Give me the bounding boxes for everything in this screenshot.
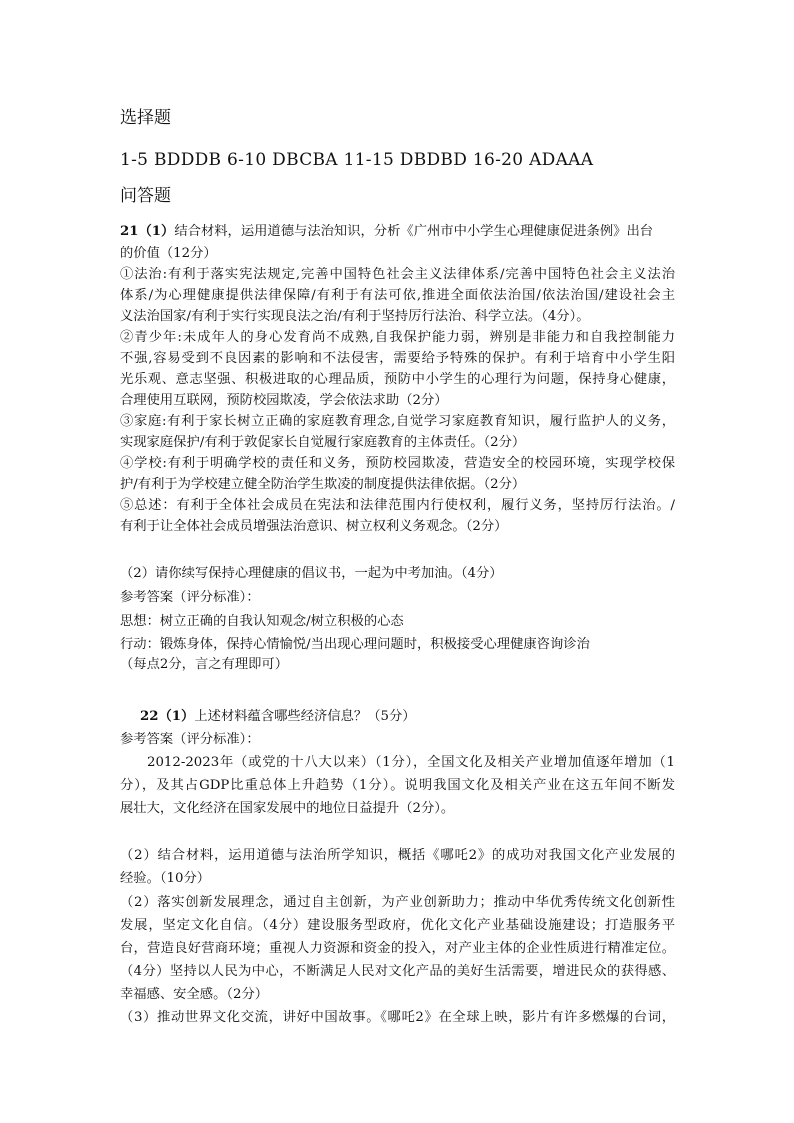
q21-answer-line: ⑤总述：有利于全体社会成员在宪法和法律范围内行使权利，履行义务，坚持厉行法治。/ <box>120 498 675 513</box>
q21-answer-line: 合理使用互联网，预防校园欺凌，学会依法求助（2分） <box>120 393 448 408</box>
q22-part1-question <box>140 706 416 728</box>
q22-part3-answer-line: （3）推动世界文化交流，讲好中国故事。《哪吒2》在全球上映，影片有许多燃爆的台词， <box>120 1010 675 1025</box>
q21-answer-line: 义法治国家/有利于实行实现良法之治/有利于坚持厉行法治、科学立法。（4分）。 <box>120 309 590 324</box>
q21-answer-line: 有利于让全体社会成员增强法治意识、树立权利义务观念。（2分） <box>120 519 508 534</box>
q22-part1-head: 22（1） <box>140 709 195 724</box>
q22-part2-answer-line: 台，营造良好营商环境；重视人力资源和资金的投入，对产业主体的企业性质进行精准定位。 <box>120 941 675 956</box>
q21-part2-thought: 思想：树立正确的自我认知观念/树立积极的心态 <box>120 614 404 629</box>
q21-answer-line: 护/有利于为学校建立健全防治学生欺凌的制度提供法律依据。（2分） <box>120 477 526 492</box>
q21-part1-text: 结合材料，运用道德与法治知识，分析《广州市中小学生心理健康促进条例》出台 <box>174 224 654 239</box>
q22-part2-question: （2）结合材料，运用道德与法治所学知识，概括《哪吒2》的成功对我国文化产业发展的 <box>120 848 675 863</box>
q21-answer-line: ③家庭:有利于家长树立正确的家庭教育理念,自觉学习家庭教育知识，履行监护人的义务， <box>120 414 675 429</box>
q21-part1-question-cont: 的价值（12分） <box>120 246 217 261</box>
q21-answer-line: ②青少年:未成年人的身心发育尚不成熟,自我保护能力弱，辨别是非能力和自我控制能力 <box>120 330 675 345</box>
q21-part2-note: （每点2分，言之有理即可） <box>120 657 289 672</box>
q22-answer-line: 分），及其占GDP比重总体上升趋势（1分）。说明我国文化及相关产业在这五年间不断发 <box>120 778 675 793</box>
q21-part1-question <box>120 221 653 243</box>
q22-part2-answer-line: （2）落实创新发展理念，通过自主创新，为产业创新助力；推动中华优秀传统文化创新性 <box>120 895 675 910</box>
section-title-choice: 选择题 <box>120 108 171 128</box>
q22-part2-question-cont: 经验。（10分） <box>120 871 211 886</box>
q21-answer-line: 不强,容易受到不良因素的影响和不法侵害，需要给予特殊的保护。有利于培育中小学生阳 <box>120 351 675 366</box>
q21-answer-line: 实现家庭保护/有利于敦促家长自觉履行家庭教育的主体责任。（2分） <box>120 435 526 450</box>
q21-part2-question: （2）请你续写保持心理健康的倡议书，一起为中考加油。（4分） <box>120 566 503 581</box>
q22-part2-answer-line: 发展，坚定文化自信。（4分）建设服务型政府，优化文化产业基础设施建设；打造服务平 <box>120 918 675 933</box>
q22-answer-line: 展壮大，文化经济在国家发展中的地位日益提升（2分）。 <box>120 801 455 816</box>
q22-answer-line: 2012-2023年（或党的十八大以来）（1分），全国文化及相关产业增加值逐年增加（1 <box>147 755 675 770</box>
choice-answers: 1-5 BDDDB 6-10 DBCBA 11-15 DBDBD 16-20 ADAAA <box>120 150 594 170</box>
q21-answer-line: 体系/为心理健康提供法律保障/有利于有法可依,推进全面依法治国/依法治国/建设社会主 <box>120 288 675 303</box>
q21-answer-line: ①法治:有利于落实宪法规定,完善中国特色社会主义法律体系/完善中国特色社会主义法治 <box>120 267 675 282</box>
q22-part1-text: 上述材料蕴含哪些经济信息？（5分） <box>194 709 416 724</box>
q21-answer-line: 光乐观、意志坚强、积极进取的心理品质，预防中小学生的心理行为问题，保持身心健康， <box>120 372 675 387</box>
q21-part1-head: 21（1） <box>120 224 175 239</box>
q21-answer-line: ④学校:有利于明确学校的责任和义务，预防校园欺凌，营造安全的校园环境，实现学校保 <box>120 456 675 471</box>
q21-part2-action: 行动：锻炼身体，保持心情愉悦/当出现心理问题时，积极接受心理健康咨询诊治 <box>120 637 590 652</box>
q22-part1-reference: 参考答案（评分标准）： <box>120 732 260 747</box>
q22-part2-answer-line: 幸福感、安全感。（2分） <box>120 987 269 1002</box>
section-title-qa: 问答题 <box>120 186 171 206</box>
q22-part2-answer-line: （4分）坚持以人民为中心，不断满足人民对文化产品的美好生活需要，增进民众的获得感、 <box>120 964 675 979</box>
q21-part2-reference: 参考答案（评分标准）： <box>120 590 260 605</box>
